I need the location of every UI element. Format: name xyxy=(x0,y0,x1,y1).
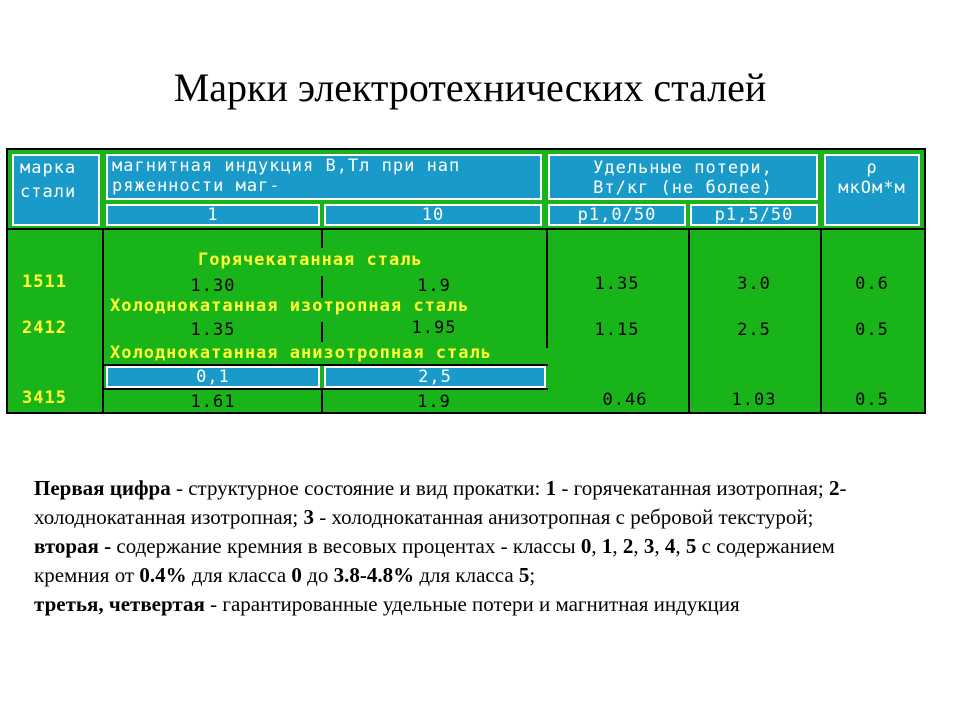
row1-p15: 3.0 xyxy=(737,274,771,294)
desc-text: до xyxy=(301,563,334,587)
desc-text: - гарантированные удельные потери и магнитная индукция xyxy=(204,592,740,616)
row1-rho: 0.6 xyxy=(855,274,889,294)
grid-line xyxy=(321,322,323,342)
desc-text: - горячекатанная изотропная; xyxy=(556,476,829,500)
class-2: 2 xyxy=(622,534,634,558)
grid-line xyxy=(321,228,323,248)
header-sub-10: 10 xyxy=(421,205,445,225)
row2-b2: 1.95 xyxy=(411,318,457,338)
desc-text: - холоднокатанная анизотропная с ребровой текстурой; xyxy=(313,505,814,529)
second-digit-label: вторая - xyxy=(34,534,112,558)
desc-text: - холоднокатанная изотропная; xyxy=(34,476,847,529)
desc-text: для класса xyxy=(186,563,292,587)
desc-text: с содержанием кремния от xyxy=(34,534,835,587)
row3-p10: 0.46 xyxy=(602,390,648,410)
grid-line xyxy=(321,388,323,412)
desc-text: ; xyxy=(529,563,536,587)
header-sub-p15: p1,5/50 xyxy=(714,205,794,225)
silicon-min: 0.4% xyxy=(139,563,187,587)
row3-p15: 1.03 xyxy=(731,390,777,410)
section-hot-rolled: Горячекатанная сталь xyxy=(198,250,423,270)
digit-3: 3 xyxy=(303,505,314,529)
header-resistivity-l2: мкОм*м xyxy=(838,178,906,198)
grid-line xyxy=(102,364,548,366)
class-1: 1 xyxy=(601,534,613,558)
class-4: 4 xyxy=(664,534,676,558)
header-resistivity-l1: ρ xyxy=(866,158,878,178)
description-paragraph: Первая цифра - структурное состояние и вид прокатки: 1 - горячекатанная изотропная; 2- холоднокатанная изотропная; 3 - холоднокатанная анизотропная с ребровой текстурой; вторая - содержание кремния в весовых процентах - классы 0, 1, 2, 3, 4, 5 с содержанием кремния от 0.4% для класса 0 до 3.8-4.8% для класса 5; третья, четвертая - гарантированные удельные потери и магнитная индукция xyxy=(34,476,847,616)
desc-text: содержание кремния в весовых процентах - классы xyxy=(111,534,581,558)
page-title: Марки электротехнических сталей xyxy=(173,65,767,110)
grid-line xyxy=(102,228,104,412)
row2-rho: 0.5 xyxy=(855,320,889,340)
row2-b1: 1.35 xyxy=(190,320,236,340)
row1-p10: 1.35 xyxy=(594,274,640,294)
silicon-max: 3.8-4.8% xyxy=(333,563,415,587)
steel-grades-table xyxy=(6,148,926,414)
class-0: 0 xyxy=(580,534,592,558)
desc-text: для класса xyxy=(414,563,519,587)
digit-1: 1 xyxy=(545,476,557,500)
row3-rho: 0.5 xyxy=(855,390,889,410)
class-3: 3 xyxy=(643,534,655,558)
class-0-ref: 0 xyxy=(291,563,302,587)
grade-2412: 2412 xyxy=(22,318,67,338)
class-5-ref: 5 xyxy=(518,563,530,587)
aniso-sub-b: 2,5 xyxy=(418,367,452,387)
grade-3415: 3415 xyxy=(22,388,67,408)
row3-b1: 1.61 xyxy=(190,392,236,412)
row2-p15: 2.5 xyxy=(737,320,771,340)
header-losses-l2: Вт/кг (не более) xyxy=(593,178,773,198)
digit-2: 2 xyxy=(828,476,840,500)
grid-line xyxy=(321,276,323,298)
row3-b2: 1.9 xyxy=(417,392,451,412)
grid-line xyxy=(102,388,548,390)
section-cold-anisotropic: Холоднокатанная анизотропная сталь xyxy=(110,343,492,363)
header-sub-1: 1 xyxy=(207,205,219,225)
row2-p10: 1.15 xyxy=(594,320,640,340)
third-fourth-digit-label: третья, четвертая xyxy=(34,592,205,616)
header-induction-l1: магнитная индукция В,Тл при нап xyxy=(112,156,461,176)
aniso-sub-a: 0,1 xyxy=(196,367,230,387)
header-induction-l2: ряженности маг- xyxy=(112,176,281,196)
class-5: 5 xyxy=(685,534,697,558)
header-grade-l1: марка xyxy=(20,158,77,178)
row1-b2: 1.9 xyxy=(417,276,451,296)
desc-text: - структурное состояние и вид прокатки: xyxy=(170,476,546,500)
grid-line xyxy=(820,228,822,412)
grade-1511: 1511 xyxy=(22,272,67,292)
first-digit-label: Первая цифра xyxy=(34,476,171,500)
header-losses-l1: Удельные потери, xyxy=(593,158,773,178)
header-grade-l2: стали xyxy=(20,182,77,202)
row1-b1: 1.30 xyxy=(190,276,236,296)
header-divider xyxy=(8,228,924,230)
section-cold-isotropic: Холоднокатанная изотропная сталь xyxy=(110,296,470,316)
header-sub-p10: p1,0/50 xyxy=(577,205,657,225)
